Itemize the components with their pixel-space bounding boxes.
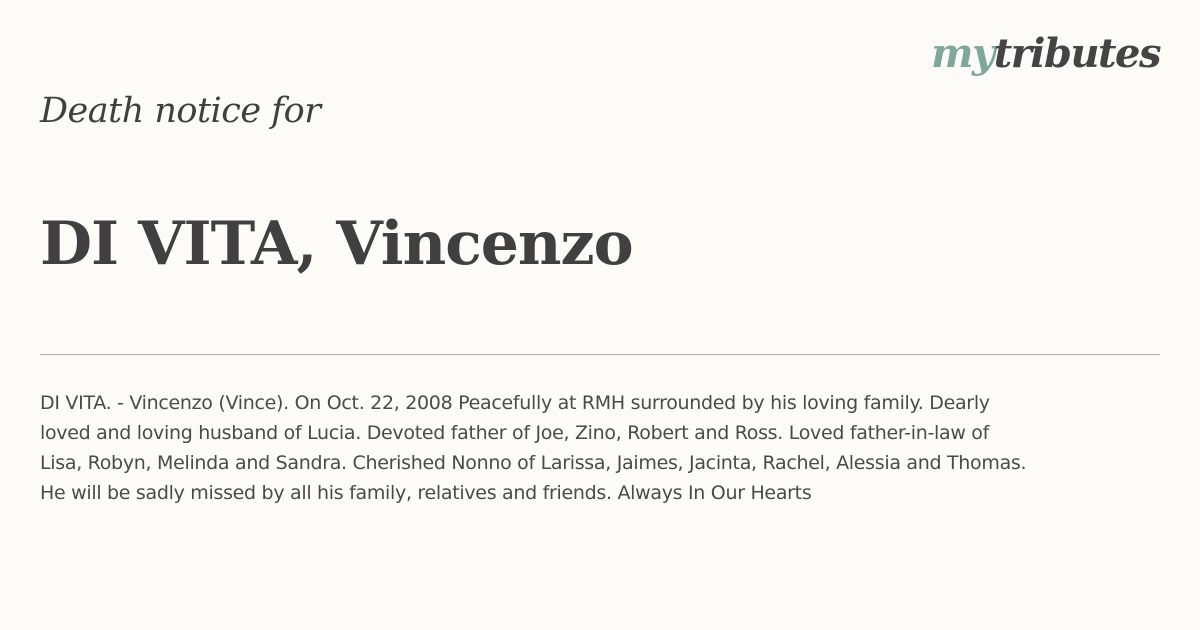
- deceased-name: DI VITA, Vincenzo: [40, 209, 633, 279]
- death-notice-kicker: Death notice for: [40, 91, 321, 131]
- mytributes-logo[interactable]: [931, 30, 1160, 77]
- logo-tributes-text: tributes: [993, 30, 1160, 77]
- logo-my-text: my: [931, 30, 994, 77]
- notice-body-text: DI VITA. - Vincenzo (Vince). On Oct. 22, 2008 Peacefully at RMH surrounded by his loving family. Dearly loved and loving husband of Lucia. Devoted father of Joe, Zino, Robert and Ross. Loved father-in-law of Lisa, Robyn, Melinda and Sandra. Cherished Nonno of Larissa, Jaimes, Jacinta, Rachel, Alessia and Thomas. He will be sadly missed by all his family, relatives and friends. Always In Our Hearts: [40, 392, 1027, 504]
- divider-line: [40, 354, 1160, 355]
